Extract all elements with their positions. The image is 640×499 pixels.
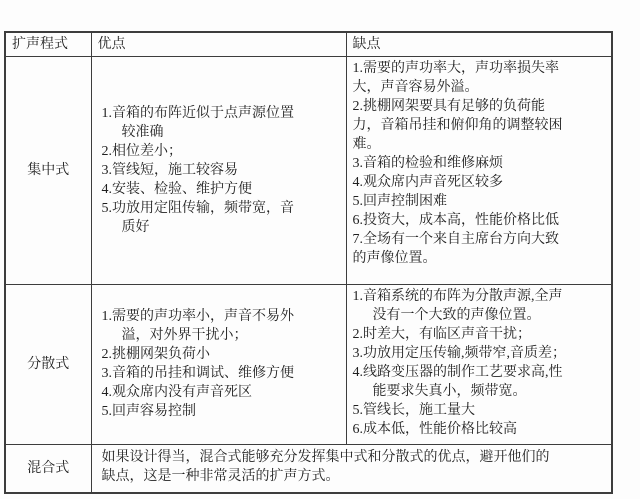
- advantages-list: [102, 307, 304, 421]
- list-item: 4.观众席内声音死区较多: [352, 174, 503, 190]
- hybrid-description-cell: [91, 444, 612, 493]
- list-item: 3.管线短，施工较容易: [101, 162, 238, 178]
- list-item: 6.投资大，成本高，性能价格比低: [352, 212, 559, 228]
- centralized-disadvantages-cell: [346, 56, 612, 284]
- list-item: 1.音箱的布阵近似于点声源位置较准确: [101, 105, 294, 140]
- list-item: 3.音箱的吊挂和调试、维修方便: [101, 366, 294, 381]
- list-item: 7.全场有一个来自主席台方向大致的声像位置。: [352, 231, 559, 266]
- distributed-disadvantages-cell: [346, 284, 612, 444]
- list-item: 5.管线长，施工量大: [352, 402, 475, 418]
- list-item: 3.音箱的检验和维修麻烦: [352, 155, 503, 171]
- list-item: 2.挑棚网架要具有足够的负荷能力，音箱吊挂和俯仰角的调整较困难。: [352, 98, 563, 152]
- list-item: 3.功放用定压传输,频带窄,音质差；: [352, 345, 566, 361]
- list-item: 5.回声容易控制: [101, 404, 196, 419]
- row-label-hybrid: 混合式: [5, 444, 91, 493]
- table-header-row: [5, 32, 612, 56]
- table-row-hybrid: [5, 444, 612, 493]
- list-item: 5.功放用定阻传输，频带宽，音质好: [101, 200, 294, 235]
- list-item: 5.回声控制困难: [352, 193, 447, 209]
- sound-reinforcement-comparison-table: [4, 31, 613, 494]
- hybrid-description-text: 如果设计得当，混合式能够充分发挥集中式和分散式的优点，避开他们的缺点，这是一种非常灵活的扩声方式。: [101, 449, 550, 484]
- disadvantages-list: [353, 287, 573, 439]
- table-row-distributed: [5, 284, 612, 444]
- table-row-centralized: [5, 56, 612, 284]
- row-label-distributed: 分散式: [5, 284, 91, 444]
- list-item: 2.时差大，有临区声音干扰；: [352, 326, 531, 342]
- list-item: 4.安装、检验、维护方便: [101, 181, 252, 197]
- list-item: 4.线路变压器的制作工艺要求高,性能要求失真小，频带宽。: [352, 364, 563, 399]
- list-item: 2.相位差小；: [101, 143, 182, 159]
- list-item: 4.观众席内没有声音死区: [101, 385, 252, 400]
- header-disadvantages: 缺点: [346, 32, 612, 56]
- row-label-centralized: 集中式: [5, 56, 91, 284]
- list-item: 1.需要的声功率小，声音不易外溢，对外界干扰小；: [101, 309, 294, 343]
- list-item: 1.音箱系统的布阵为分散声源,全声没有一个大致的声像位置。: [352, 288, 563, 323]
- list-item: 2.挑棚网架负荷小: [101, 347, 210, 362]
- list-item: 6.成本低，性能价格比较高: [352, 421, 517, 437]
- header-advantages: 优点: [91, 32, 346, 56]
- distributed-advantages-cell: [91, 284, 346, 444]
- disadvantages-list: [353, 59, 573, 268]
- centralized-advantages-cell: [91, 56, 346, 284]
- header-mode: 扩声程式: [5, 32, 91, 56]
- list-item: 1.需要的声功率大，声功率损失率大，声音容易外溢。: [352, 60, 559, 95]
- advantages-list: [102, 104, 304, 237]
